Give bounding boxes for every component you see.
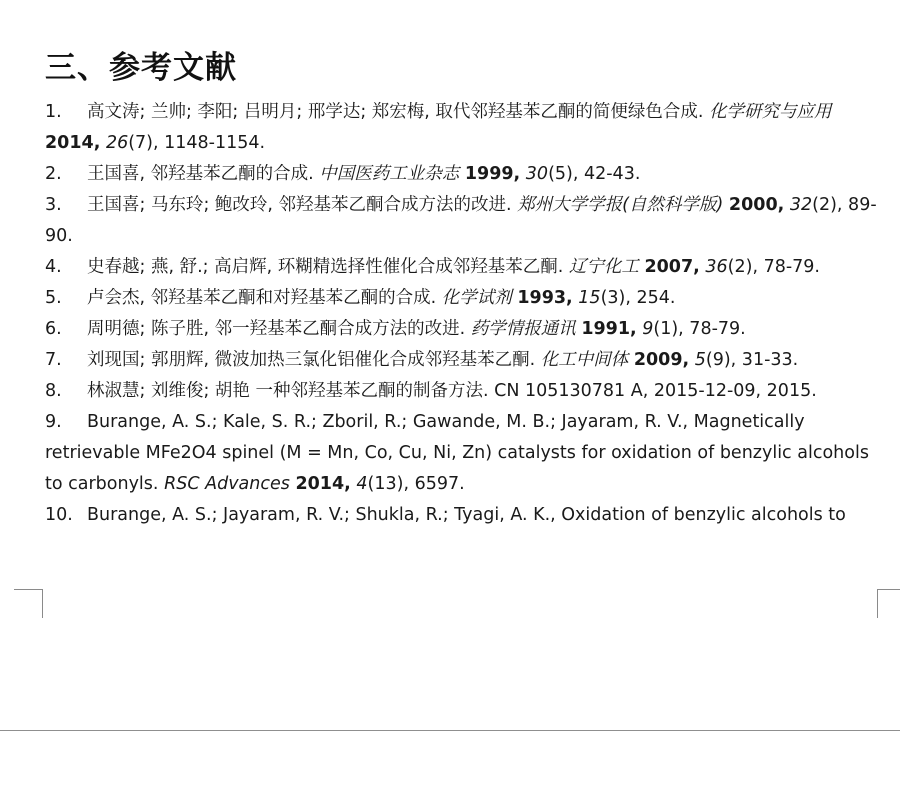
reference-authors-title: 刘现国; 郭朋辉, 微波加热三氯化铝催化合成邻羟基苯乙酮.: [87, 350, 536, 370]
reference-journal: 药学情报通讯: [470, 319, 576, 339]
reference-authors-title: 卢会杰, 邻羟基苯乙酮和对羟基苯乙酮的合成.: [87, 288, 437, 308]
reference-journal: RSC Advances: [164, 474, 290, 494]
reference-volume: 15: [578, 288, 601, 308]
reference-volume: 4: [356, 474, 368, 494]
reference-year: 1991,: [581, 319, 637, 339]
reference-item-8: 8. 林淑慧; 刘维俊; 胡艳 一种邻羟基苯乙酮的制备方法. CN 105130781 A, 2015-12-09, 2015.: [45, 381, 817, 401]
reference-volume: 26: [105, 133, 129, 153]
reference-item-3: 3. 王国喜; 马东玲; 鲍改玲, 邻羟基苯乙酮合成方法的改进. 郑州大学学报(自然科学版) 2000, 32(2), 89-90.: [45, 195, 877, 246]
reference-year: 2009,: [633, 350, 690, 370]
reference-item-1: 1. 高文涛; 兰帅; 李阳; 吕明月; 邢学达; 郑宏梅, 取代邻羟基苯乙酮的简便绿色合成. 化学研究与应用 2014, 26(7), 1148-1154.: [45, 102, 832, 153]
reference-volume: 32: [789, 195, 813, 215]
reference-volume: 9: [642, 319, 654, 339]
reference-volume: 36: [705, 257, 728, 277]
reference-issue-pages: (3), 254.: [600, 288, 676, 308]
page-break-line: [0, 730, 900, 731]
reference-journal: 化学试剂: [441, 288, 512, 308]
reference-item-9: 9. Burange, A. S.; Kale, S. R.; Zboril, R.; Gawande, M. B.; Jayaram, R. V., Magnetically retrievable MFe2O4 spinel (M = Mn, Co, Cu, Ni, Zn) catalysts for oxidation of benzylic alcohols to carbonyls. RSC Advances 2014, 4(13), 6597.: [45, 412, 869, 494]
reference-journal: 辽宁化工: [568, 257, 639, 277]
reference-issue-pages: (13), 6597.: [367, 474, 465, 494]
reference-volume: 30: [525, 164, 549, 184]
reference-authors-title: 周明德; 陈子胜, 邻一羟基苯乙酮合成方法的改进.: [87, 319, 466, 339]
reference-issue-pages: (9), 31-33.: [705, 350, 799, 370]
reference-issue-pages: (2), 89-90.: [45, 195, 877, 246]
reference-year: 2007,: [644, 257, 700, 277]
crop-mark-right: [877, 589, 900, 618]
reference-item-7: 7. 刘现国; 郭朋辉, 微波加热三氯化铝催化合成邻羟基苯乙酮. 化工中间体 2009, 5(9), 31-33.: [45, 350, 799, 370]
reference-year: 2000,: [728, 195, 785, 215]
reference-item-2: 2. 王国喜, 邻羟基苯乙酮的合成. 中国医药工业杂志 1999, 30(5), 42-43.: [45, 164, 641, 184]
reference-issue-pages: (1), 78-79.: [653, 319, 746, 339]
reference-text: Burange, A. S.; Jayaram, R. V.; Shukla, R.; Tyagi, A. K., Oxidation of benzylic alcohols to: [87, 505, 846, 525]
reference-text: 林淑慧; 刘维俊; 胡艳 一种邻羟基苯乙酮的制备方法. CN 105130781 A, 2015-12-09, 2015.: [87, 381, 817, 401]
reference-year: 1999,: [464, 164, 521, 184]
reference-journal: 中国医药工业杂志: [319, 164, 460, 184]
reference-year: 1993,: [517, 288, 573, 308]
reference-issue-pages: (2), 78-79.: [727, 257, 820, 277]
reference-list: [45, 97, 877, 531]
reference-year: 2014,: [45, 133, 101, 153]
reference-authors-title: 王国喜, 邻羟基苯乙酮的合成.: [87, 164, 314, 184]
reference-journal: 化工中间体: [540, 350, 629, 370]
reference-journal: 郑州大学学报(自然科学版): [517, 195, 724, 215]
reference-item-5: 5. 卢会杰, 邻羟基苯乙酮和对羟基苯乙酮的合成. 化学试剂 1993, 15(3), 254.: [45, 288, 676, 308]
reference-authors-title: 史春越; 燕, 舒.; 高启辉, 环糊精选择性催化合成邻羟基苯乙酮.: [87, 257, 564, 277]
reference-item-6: 6. 周明德; 陈子胜, 邻一羟基苯乙酮合成方法的改进. 药学情报通讯 1991, 9(1), 78-79.: [45, 319, 746, 339]
reference-authors-title: Burange, A. S.; Kale, S. R.; Zboril, R.; Gawande, M. B.; Jayaram, R. V., Magnetically retrievable MFe2O4 spinel (M = Mn, Co, Cu, Ni, Zn) catalysts for oxidation of benzylic alcohols to carbonyls.: [45, 412, 869, 494]
reference-issue-pages: (5), 42-43.: [548, 164, 641, 184]
reference-authors-title: 王国喜; 马东玲; 鲍改玲, 邻羟基苯乙酮合成方法的改进.: [87, 195, 512, 215]
reference-volume: 5: [694, 350, 706, 370]
reference-item-10: 10. Burange, A. S.; Jayaram, R. V.; Shukla, R.; Tyagi, A. K., Oxidation of benzylic alcohols to: [45, 505, 846, 525]
reference-authors-title: 高文涛; 兰帅; 李阳; 吕明月; 邢学达; 郑宏梅, 取代邻羟基苯乙酮的简便绿色合成.: [87, 102, 704, 122]
reference-issue-pages: (7), 1148-1154.: [128, 133, 266, 153]
reference-journal: 化学研究与应用: [709, 102, 832, 122]
section-heading: 三、参考文献: [45, 50, 237, 86]
crop-mark-left: [14, 589, 43, 618]
reference-item-4: 4. 史春越; 燕, 舒.; 高启辉, 环糊精选择性催化合成邻羟基苯乙酮. 辽宁化工 2007, 36(2), 78-79.: [45, 257, 820, 277]
reference-year: 2014,: [295, 474, 351, 494]
